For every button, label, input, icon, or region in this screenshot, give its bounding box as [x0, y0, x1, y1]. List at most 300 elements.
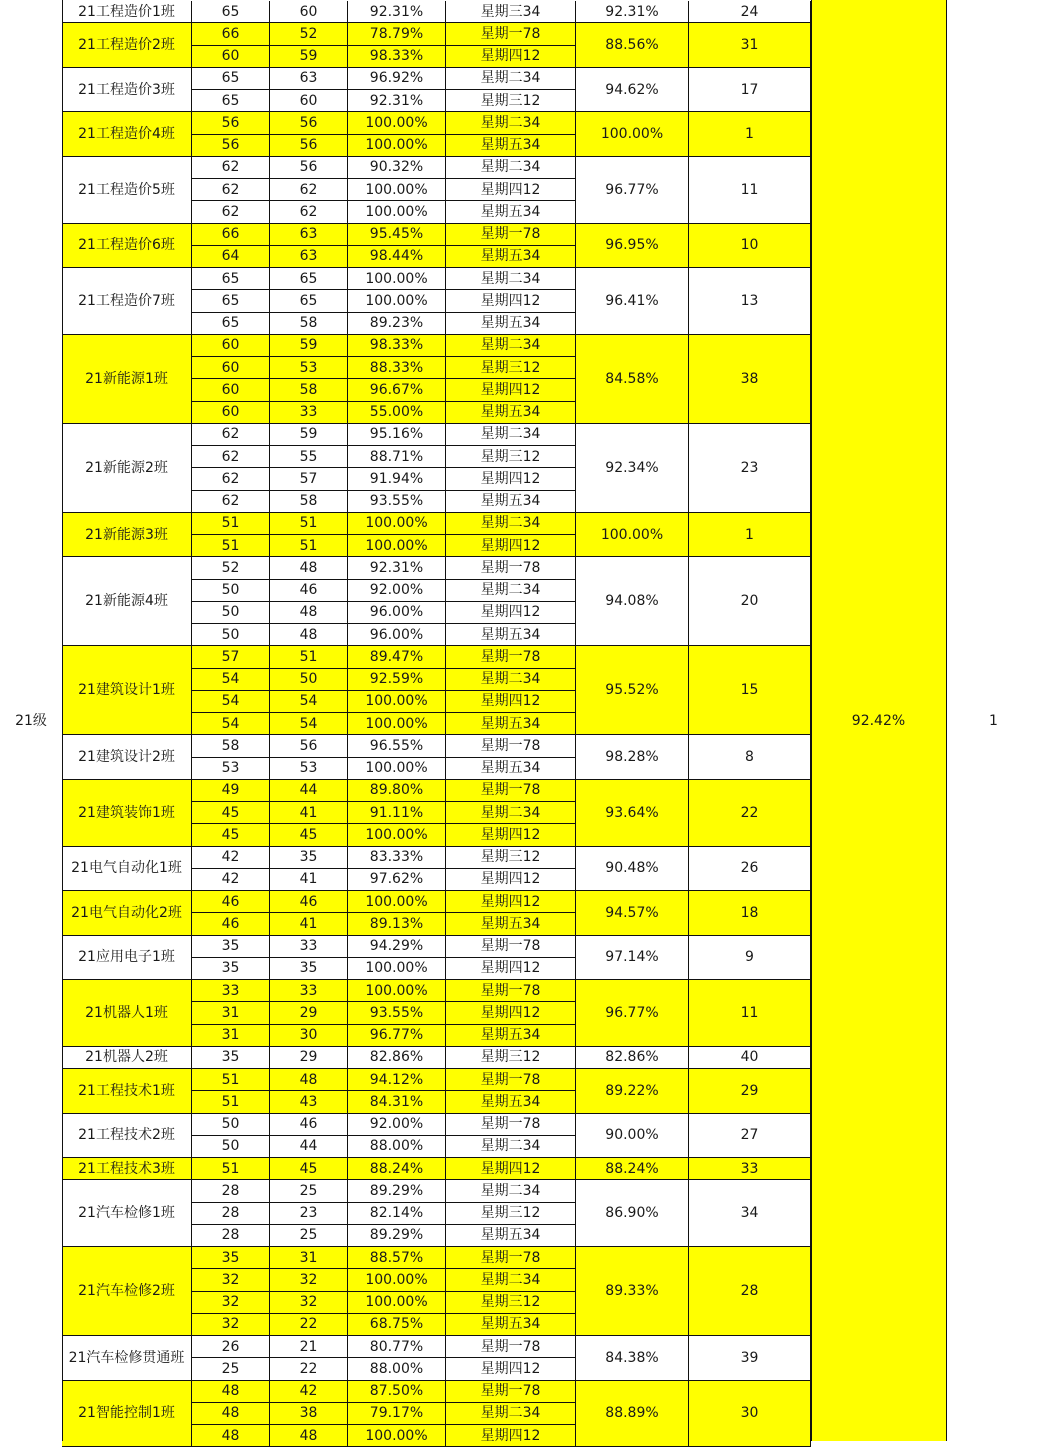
class-rank-cell: 23 — [689, 424, 811, 513]
session-cell: 星期五34 — [446, 1225, 576, 1247]
class-rate-cell: 95.52% — [576, 646, 689, 735]
rate-cell: 98.33% — [348, 335, 446, 357]
rate-cell: 82.86% — [348, 1047, 446, 1069]
class-name-cell: 21电气自动化2班 — [62, 891, 192, 936]
enrolled-cell: 60 — [192, 335, 270, 357]
enrolled-cell: 48 — [192, 1381, 270, 1403]
enrolled-cell: 26 — [192, 1336, 270, 1358]
session-cell: 星期二34 — [446, 335, 576, 357]
rate-cell: 94.29% — [348, 936, 446, 958]
rate-cell: 88.00% — [348, 1358, 446, 1380]
rate-cell: 94.12% — [348, 1069, 446, 1091]
present-cell: 55 — [270, 446, 348, 468]
rate-cell: 92.00% — [348, 1114, 446, 1136]
enrolled-cell: 65 — [192, 313, 270, 335]
session-cell: 星期二34 — [446, 68, 576, 90]
rate-cell: 96.67% — [348, 379, 446, 401]
class-rate-cell: 100.00% — [576, 513, 689, 558]
class-rate-cell: 82.86% — [576, 1047, 689, 1069]
session-cell: 星期四12 — [446, 602, 576, 624]
class-name-cell: 21工程造价7班 — [62, 268, 192, 335]
class-rank-cell: 26 — [689, 847, 811, 892]
present-cell: 54 — [270, 713, 348, 735]
enrolled-cell: 60 — [192, 379, 270, 401]
enrolled-cell: 62 — [192, 179, 270, 201]
present-cell: 48 — [270, 557, 348, 579]
rate-cell: 92.31% — [348, 1, 446, 23]
present-cell: 31 — [270, 1247, 348, 1269]
rate-cell: 82.14% — [348, 1203, 446, 1225]
rate-cell: 97.62% — [348, 869, 446, 891]
rate-cell: 96.00% — [348, 602, 446, 624]
present-cell: 56 — [270, 135, 348, 157]
enrolled-cell: 65 — [192, 90, 270, 112]
session-cell: 星期四12 — [446, 290, 576, 312]
session-cell: 星期一78 — [446, 557, 576, 579]
present-cell: 48 — [270, 602, 348, 624]
class-rank-cell: 1 — [689, 513, 811, 558]
enrolled-cell: 35 — [192, 936, 270, 958]
session-cell: 星期一78 — [446, 1381, 576, 1403]
class-rate-cell: 93.64% — [576, 780, 689, 847]
class-rate-cell: 96.77% — [576, 157, 689, 224]
enrolled-cell: 60 — [192, 357, 270, 379]
present-cell: 58 — [270, 313, 348, 335]
present-cell: 60 — [270, 1, 348, 23]
enrolled-cell: 35 — [192, 1247, 270, 1269]
present-cell: 51 — [270, 535, 348, 557]
class-rank-cell: 39 — [689, 1336, 811, 1381]
column-divider — [946, 0, 947, 1441]
class-rank-cell: 13 — [689, 268, 811, 335]
class-name-cell: 21新能源1班 — [62, 335, 192, 424]
enrolled-cell: 50 — [192, 1114, 270, 1136]
class-name-cell: 21新能源4班 — [62, 557, 192, 646]
enrolled-cell: 53 — [192, 758, 270, 780]
present-cell: 21 — [270, 1336, 348, 1358]
class-rank-cell: 34 — [689, 1180, 811, 1247]
class-name-cell: 21电气自动化1班 — [62, 847, 192, 892]
present-cell: 44 — [270, 780, 348, 802]
session-cell: 星期五34 — [446, 402, 576, 424]
present-cell: 46 — [270, 891, 348, 913]
rate-cell: 98.44% — [348, 246, 446, 268]
session-cell: 星期二34 — [446, 513, 576, 535]
class-name-cell: 21机器人1班 — [62, 980, 192, 1047]
session-cell: 星期四12 — [446, 379, 576, 401]
class-name-cell: 21工程造价2班 — [62, 23, 192, 68]
present-cell: 22 — [270, 1358, 348, 1380]
class-rate-cell: 96.95% — [576, 224, 689, 269]
class-rate-cell: 89.22% — [576, 1069, 689, 1114]
present-cell: 41 — [270, 869, 348, 891]
session-cell: 星期四12 — [446, 1425, 576, 1447]
class-rate-cell: 84.58% — [576, 335, 689, 424]
rate-cell: 100.00% — [348, 691, 446, 713]
session-cell: 星期一78 — [446, 23, 576, 45]
present-cell: 51 — [270, 513, 348, 535]
class-rate-cell: 94.57% — [576, 891, 689, 936]
class-rate-cell: 88.24% — [576, 1158, 689, 1180]
enrolled-cell: 32 — [192, 1269, 270, 1291]
enrolled-cell: 50 — [192, 624, 270, 646]
enrolled-cell: 35 — [192, 1047, 270, 1069]
enrolled-cell: 48 — [192, 1403, 270, 1425]
class-rank-cell: 33 — [689, 1158, 811, 1180]
class-name-cell: 21工程造价4班 — [62, 112, 192, 157]
session-cell: 星期三34 — [446, 1, 576, 23]
rate-cell: 100.00% — [348, 958, 446, 980]
class-name-cell: 21工程技术1班 — [62, 1069, 192, 1114]
rate-cell: 100.00% — [348, 824, 446, 846]
present-cell: 62 — [270, 179, 348, 201]
enrolled-cell: 62 — [192, 157, 270, 179]
class-rank-cell: 1 — [689, 112, 811, 157]
rate-cell: 96.55% — [348, 735, 446, 757]
rate-cell: 89.13% — [348, 913, 446, 935]
class-rank-cell: 15 — [689, 646, 811, 735]
enrolled-cell: 50 — [192, 602, 270, 624]
enrolled-cell: 31 — [192, 1025, 270, 1047]
session-cell: 星期一78 — [446, 980, 576, 1002]
session-cell: 星期一78 — [446, 1247, 576, 1269]
class-rate-cell: 96.41% — [576, 268, 689, 335]
session-cell: 星期一78 — [446, 1114, 576, 1136]
enrolled-cell: 25 — [192, 1358, 270, 1380]
class-rank-cell: 20 — [689, 557, 811, 646]
session-cell: 星期三12 — [446, 847, 576, 869]
session-cell: 星期二34 — [446, 112, 576, 134]
rate-cell: 89.80% — [348, 780, 446, 802]
session-cell: 星期五34 — [446, 201, 576, 223]
rate-cell: 96.00% — [348, 624, 446, 646]
class-name-cell: 21建筑设计2班 — [62, 735, 192, 780]
class-rank-cell: 29 — [689, 1069, 811, 1114]
grade-overall-rate: 92.42% — [811, 0, 946, 1441]
rate-cell: 100.00% — [348, 135, 446, 157]
present-cell: 52 — [270, 23, 348, 45]
present-cell: 65 — [270, 268, 348, 290]
rate-cell: 55.00% — [348, 402, 446, 424]
present-cell: 35 — [270, 847, 348, 869]
enrolled-cell: 65 — [192, 68, 270, 90]
class-name-cell: 21新能源2班 — [62, 424, 192, 513]
enrolled-cell: 51 — [192, 1158, 270, 1180]
rate-cell: 91.11% — [348, 802, 446, 824]
rate-cell: 96.92% — [348, 68, 446, 90]
rate-cell: 100.00% — [348, 713, 446, 735]
present-cell: 32 — [270, 1292, 348, 1314]
class-rate-cell: 92.31% — [576, 1, 689, 23]
session-cell: 星期一78 — [446, 224, 576, 246]
present-cell: 25 — [270, 1225, 348, 1247]
session-cell: 星期一78 — [446, 646, 576, 668]
class-rate-cell: 94.08% — [576, 557, 689, 646]
rate-cell: 88.00% — [348, 1136, 446, 1158]
class-rank-cell: 17 — [689, 68, 811, 113]
class-rate-cell: 96.77% — [576, 980, 689, 1047]
session-cell: 星期五34 — [446, 246, 576, 268]
rate-cell: 93.55% — [348, 491, 446, 513]
enrolled-cell: 62 — [192, 468, 270, 490]
class-name-cell: 21工程技术3班 — [62, 1158, 192, 1180]
rate-cell: 83.33% — [348, 847, 446, 869]
enrolled-cell: 33 — [192, 980, 270, 1002]
rate-cell: 100.00% — [348, 1269, 446, 1291]
enrolled-cell: 62 — [192, 201, 270, 223]
rate-cell: 90.32% — [348, 157, 446, 179]
present-cell: 25 — [270, 1180, 348, 1202]
session-cell: 星期四12 — [446, 1002, 576, 1024]
session-cell: 星期一78 — [446, 1069, 576, 1091]
rate-cell: 89.47% — [348, 646, 446, 668]
enrolled-cell: 28 — [192, 1203, 270, 1225]
present-cell: 29 — [270, 1002, 348, 1024]
session-cell: 星期二34 — [446, 802, 576, 824]
present-cell: 45 — [270, 824, 348, 846]
enrolled-cell: 65 — [192, 1, 270, 23]
rate-cell: 100.00% — [348, 980, 446, 1002]
rate-cell: 100.00% — [348, 1292, 446, 1314]
class-rank-cell: 28 — [689, 1247, 811, 1336]
present-cell: 53 — [270, 758, 348, 780]
class-rank-cell: 9 — [689, 936, 811, 981]
enrolled-cell: 60 — [192, 402, 270, 424]
class-name-cell: 21工程造价5班 — [62, 157, 192, 224]
column-divider — [62, 0, 63, 1441]
enrolled-cell: 62 — [192, 446, 270, 468]
rate-cell: 95.16% — [348, 424, 446, 446]
enrolled-cell: 28 — [192, 1180, 270, 1202]
session-cell: 星期一78 — [446, 936, 576, 958]
session-cell: 星期五34 — [446, 491, 576, 513]
enrolled-cell: 66 — [192, 23, 270, 45]
enrolled-cell: 52 — [192, 557, 270, 579]
rate-cell: 92.31% — [348, 557, 446, 579]
class-name-cell: 21应用电子1班 — [62, 936, 192, 981]
enrolled-cell: 46 — [192, 891, 270, 913]
enrolled-cell: 51 — [192, 1091, 270, 1113]
present-cell: 57 — [270, 468, 348, 490]
present-cell: 59 — [270, 335, 348, 357]
present-cell: 33 — [270, 936, 348, 958]
present-cell: 42 — [270, 1381, 348, 1403]
present-cell: 51 — [270, 646, 348, 668]
session-cell: 星期四12 — [446, 535, 576, 557]
class-rank-cell: 31 — [689, 23, 811, 68]
enrolled-cell: 42 — [192, 869, 270, 891]
present-cell: 56 — [270, 735, 348, 757]
session-cell: 星期一78 — [446, 1336, 576, 1358]
present-cell: 32 — [270, 1269, 348, 1291]
rate-cell: 96.77% — [348, 1025, 446, 1047]
class-name-cell: 21汽车检修2班 — [62, 1247, 192, 1336]
present-cell: 48 — [270, 1069, 348, 1091]
present-cell: 59 — [270, 46, 348, 68]
present-cell: 29 — [270, 1047, 348, 1069]
enrolled-cell: 62 — [192, 424, 270, 446]
rate-cell: 92.00% — [348, 580, 446, 602]
session-cell: 星期四12 — [446, 824, 576, 846]
enrolled-cell: 64 — [192, 246, 270, 268]
rate-cell: 100.00% — [348, 891, 446, 913]
enrolled-cell: 45 — [192, 824, 270, 846]
present-cell: 58 — [270, 491, 348, 513]
enrolled-cell: 56 — [192, 112, 270, 134]
session-cell: 星期二34 — [446, 1403, 576, 1425]
enrolled-cell: 49 — [192, 780, 270, 802]
rate-cell: 100.00% — [348, 268, 446, 290]
class-rate-cell: 98.28% — [576, 735, 689, 780]
rate-cell: 78.79% — [348, 23, 446, 45]
present-cell: 63 — [270, 246, 348, 268]
session-cell: 星期四12 — [446, 1358, 576, 1380]
present-cell: 59 — [270, 424, 348, 446]
present-cell: 30 — [270, 1025, 348, 1047]
class-name-cell: 21新能源3班 — [62, 513, 192, 558]
enrolled-cell: 51 — [192, 535, 270, 557]
present-cell: 33 — [270, 980, 348, 1002]
class-name-cell: 21智能控制1班 — [62, 1381, 192, 1447]
session-cell: 星期四12 — [446, 691, 576, 713]
session-cell: 星期五34 — [446, 624, 576, 646]
enrolled-cell: 42 — [192, 847, 270, 869]
session-cell: 星期二34 — [446, 1136, 576, 1158]
rate-cell: 92.31% — [348, 90, 446, 112]
present-cell: 63 — [270, 68, 348, 90]
class-rank-cell: 27 — [689, 1114, 811, 1159]
class-rate-cell: 100.00% — [576, 112, 689, 157]
present-cell: 60 — [270, 90, 348, 112]
enrolled-cell: 48 — [192, 1425, 270, 1447]
session-cell: 星期四12 — [446, 958, 576, 980]
session-cell: 星期二34 — [446, 1269, 576, 1291]
class-rate-cell: 89.33% — [576, 1247, 689, 1336]
present-cell: 46 — [270, 1114, 348, 1136]
class-rate-cell: 88.56% — [576, 23, 689, 68]
column-divider — [811, 0, 812, 1441]
class-name-cell: 21建筑装饰1班 — [62, 780, 192, 847]
present-cell: 56 — [270, 112, 348, 134]
session-cell: 星期二34 — [446, 268, 576, 290]
enrolled-cell: 62 — [192, 491, 270, 513]
present-cell: 22 — [270, 1314, 348, 1336]
session-cell: 星期五34 — [446, 758, 576, 780]
present-cell: 41 — [270, 802, 348, 824]
present-cell: 53 — [270, 357, 348, 379]
class-rank-cell: 11 — [689, 980, 811, 1047]
rate-cell: 100.00% — [348, 535, 446, 557]
present-cell: 41 — [270, 913, 348, 935]
rate-cell: 89.29% — [348, 1180, 446, 1202]
present-cell: 35 — [270, 958, 348, 980]
enrolled-cell: 57 — [192, 646, 270, 668]
session-cell: 星期一78 — [446, 780, 576, 802]
session-cell: 星期三12 — [446, 1203, 576, 1225]
class-rate-cell: 86.90% — [576, 1180, 689, 1247]
enrolled-cell: 45 — [192, 802, 270, 824]
present-cell: 48 — [270, 624, 348, 646]
session-cell: 星期三12 — [446, 1047, 576, 1069]
present-cell: 58 — [270, 379, 348, 401]
class-rank-cell: 40 — [689, 1047, 811, 1069]
class-rate-cell: 92.34% — [576, 424, 689, 513]
session-cell: 星期四12 — [446, 1158, 576, 1180]
rate-cell: 100.00% — [348, 1425, 446, 1447]
enrolled-cell: 58 — [192, 735, 270, 757]
class-rate-cell: 94.62% — [576, 68, 689, 113]
session-cell: 星期五34 — [446, 713, 576, 735]
enrolled-cell: 66 — [192, 224, 270, 246]
present-cell: 62 — [270, 201, 348, 223]
session-cell: 星期二34 — [446, 580, 576, 602]
rate-cell: 80.77% — [348, 1336, 446, 1358]
present-cell: 33 — [270, 402, 348, 424]
class-rate-cell: 84.38% — [576, 1336, 689, 1381]
present-cell: 50 — [270, 669, 348, 691]
class-rank-cell: 22 — [689, 780, 811, 847]
session-cell: 星期五34 — [446, 1091, 576, 1113]
present-cell: 44 — [270, 1136, 348, 1158]
session-cell: 星期一78 — [446, 735, 576, 757]
present-cell: 54 — [270, 691, 348, 713]
rate-cell: 68.75% — [348, 1314, 446, 1336]
rate-cell: 79.17% — [348, 1403, 446, 1425]
session-cell: 星期五34 — [446, 913, 576, 935]
present-cell: 43 — [270, 1091, 348, 1113]
session-cell: 星期四12 — [446, 46, 576, 68]
class-name-cell: 21建筑设计1班 — [62, 646, 192, 735]
session-cell: 星期二34 — [446, 669, 576, 691]
class-rank-cell: 38 — [689, 335, 811, 424]
session-cell: 星期四12 — [446, 869, 576, 891]
enrolled-cell: 32 — [192, 1314, 270, 1336]
enrolled-cell: 65 — [192, 268, 270, 290]
session-cell: 星期五34 — [446, 1025, 576, 1047]
session-cell: 星期二34 — [446, 157, 576, 179]
session-cell: 星期二34 — [446, 424, 576, 446]
present-cell: 48 — [270, 1425, 348, 1447]
class-rank-cell: 18 — [689, 891, 811, 936]
session-cell: 星期三12 — [446, 90, 576, 112]
present-cell: 45 — [270, 1158, 348, 1180]
session-cell: 星期四12 — [446, 891, 576, 913]
class-name-cell: 21机器人2班 — [62, 1047, 192, 1069]
class-rate-cell: 88.89% — [576, 1381, 689, 1447]
present-cell: 23 — [270, 1203, 348, 1225]
class-rate-cell: 90.00% — [576, 1114, 689, 1159]
rate-cell: 95.45% — [348, 224, 446, 246]
rate-cell: 89.23% — [348, 313, 446, 335]
rate-cell: 89.29% — [348, 1225, 446, 1247]
rate-cell: 100.00% — [348, 112, 446, 134]
enrolled-cell: 56 — [192, 135, 270, 157]
rate-cell: 87.50% — [348, 1381, 446, 1403]
rate-cell: 100.00% — [348, 290, 446, 312]
grade-label: 21级 — [0, 0, 62, 1441]
enrolled-cell: 51 — [192, 513, 270, 535]
rate-cell: 92.59% — [348, 669, 446, 691]
rate-cell: 100.00% — [348, 179, 446, 201]
class-rank-cell: 30 — [689, 1381, 811, 1447]
enrolled-cell: 28 — [192, 1225, 270, 1247]
class-name-cell: 21工程造价6班 — [62, 224, 192, 269]
class-rank-cell: 24 — [689, 1, 811, 23]
enrolled-cell: 46 — [192, 913, 270, 935]
session-cell: 星期三12 — [446, 1292, 576, 1314]
rate-cell: 100.00% — [348, 201, 446, 223]
rate-cell: 100.00% — [348, 513, 446, 535]
